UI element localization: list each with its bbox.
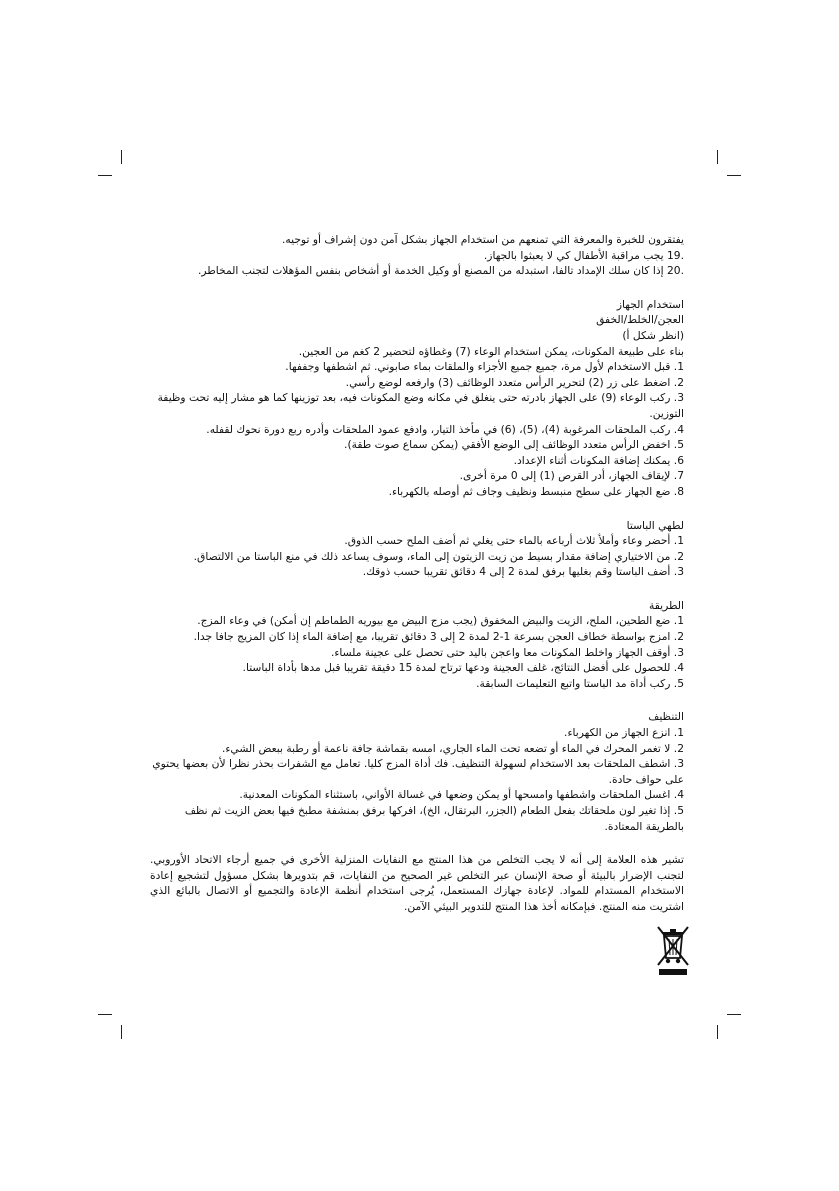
crop-mark <box>98 1014 112 1015</box>
method-step: 2. امزج بواسطة خطاف العجن بسرعة 1-2 لمدة 2 إلى 3 دقائق تقريبا، مع إضافة الماء إذا كان المزيج جافا جدا. <box>193 630 684 644</box>
pasta-heading: لطهي الباستا <box>626 518 684 532</box>
method-step: 3. أوقف الجهاز واخلط المكونات معا واعجن باليد حتى تحصل على عجينة ملساء. <box>330 645 684 659</box>
disposal-notice: تشير هذه العلامة إلى أنه لا يجب التخلص من هذا المنتج مع النفايات المنزلية الأخرى في جميع أرجاء الاتحاد الأوروبي. لتجنب الإضرار بالبيئة أو صحة الإنسان عبر التخلص غير الصحيح من النفايات، قم بتدويرها بشكل مسؤول لتشجيع إعادة الاستخدام المستدام للمواد. لإعادة جهازك المستعمل، يُرجى استخدام أنظمة الإعادة والتجميع أو الاتصال بالبائع الذي اشتريت منه المنتج. فبإمكانه أخذ هذا المنتج للتدوير البيئي الآمن. <box>150 853 684 913</box>
usage-step: 1. قبل الاستخدام لأول مرة، جميع جميع الأجزاء والملقات بماء صابوني. ثم اشطفها وجففها. <box>285 360 684 374</box>
cleaning-step: 5. إذا تغير لون ملحقاتك بفعل الطعام (الجزر، البرتقال، الخ)، افركها برفق بمنشفة مطبخ فيها بعض الزيت ثم نظف بالطريقة المعتادة. <box>184 804 684 833</box>
usage-heading: استخدام الجهاز <box>616 297 684 311</box>
crop-mark <box>98 175 112 176</box>
pasta-step: 2. من الاختياري إضافة مقدار بسيط من زيت الزيتون إلى الماء، وسوف يساعد ذلك في منع الباستا من الالتصاق. <box>193 549 684 563</box>
crop-mark <box>717 1025 718 1039</box>
method-step: 5. ركب أداة مد الباستا واتبع التعليمات السابقة. <box>476 676 684 690</box>
usage-step: 6. يمكنك إضافة المكونات أثناء الإعداد. <box>513 453 684 467</box>
usage-step: 2. اضغط على زر (2) لتحرير الرأس متعدد الوظائف (3) وارفعه لوضع رأسي. <box>345 375 684 389</box>
usage-step: 5. اخفض الرأس متعدد الوظائف إلى الوضع الأفقي (يمكن سماع صوت طقة). <box>344 438 684 452</box>
pasta-step: 3. أضف الباستا وقم بغليها برفق لمدة 2 إلى 4 دقائق تقريبا حسب ذوقك. <box>362 565 684 579</box>
cleaning-step: 2. لا تغمر المحرك في الماء أو تضعه تحت الماء الجاري، امسه بقماشة جافة ناعمة أو رطبة ببعض الشيء. <box>221 741 684 755</box>
method-step: 4. للحصول على أفضل النتائج، غلف العجينة ودعها ترتاح لمدة 15 دقيقة تقريبا قبل مدها بأداة الباستا. <box>242 661 684 675</box>
usage-see-figure: (انظر شكل أ) <box>622 328 684 342</box>
intro-item-19: .19 يجب مراقبة الأطفال كي لا يعبثوا بالجهاز. <box>483 248 684 262</box>
usage-step: 7. لإيقاف الجهاز، أدر القرص (1) إلى 0 مرة أخرى. <box>459 469 684 483</box>
intro-line: يفتقرون للخبرة والمعرفة التي تمنعهم من استخدام الجهاز بشكل آمن دون إشراف أو توجيه. <box>281 233 684 246</box>
usage-step: 8. ضع الجهاز على سطح منبسط ونظيف وجاف ثم أوصله بالكهرباء. <box>388 484 684 498</box>
crop-mark <box>121 1025 122 1039</box>
crop-mark <box>727 1014 741 1015</box>
cleaning-step: 3. اشطف الملحقات بعد الاستخدام لسهولة التنظيف. فك أداة المزج كليا. تعامل مع الشفرات بحذر نظرا لأن بعضها يحتوي على حواف حادة. <box>152 757 684 786</box>
method-heading: الطريقة <box>648 598 684 612</box>
usage-step: 3. ركب الوعاء (9) على الجهاز بادرته حتى ينغلق في مكانه وضع المكونات فيه، بعد توزينها كما هو مشار إليه تحت وظيفة التوزين. <box>157 391 684 420</box>
method-step: 1. ضع الطحين، الملح، الزيت والبيض المخفوق (يجب مزج البيض مع بيوريه الطماطم إن أمكن) في وعاء المزج. <box>197 614 684 628</box>
crop-mark <box>727 175 741 176</box>
weee-crossed-bin-icon <box>655 924 691 976</box>
intro-item-20: .20 إذا كان سلك الإمداد تالفا، استبدله من المصنع أو وكيل الخدمة أو أشخاص بنفس المؤهلات لتجنب المخاطر. <box>197 264 684 278</box>
crop-mark <box>121 150 122 164</box>
cleaning-step: 4. اغسل الملحقات واشطفها وامسحها أو يمكن وضعها في غسالة الأواني، باستثناء المكونات المعدنية. <box>239 788 684 802</box>
usage-intro: بناء على طبيعة المكونات، يمكن استخدام الوعاء (7) وغطاؤه لتحضير 2 كغم من العجين. <box>298 344 684 358</box>
cleaning-step: 1. انزع الجهاز من الكهرباء. <box>564 726 684 740</box>
pasta-step: 1. أحضر وعاء وأملأ ثلاث أرباعه بالماء حتى يغلي ثم أضف الملح حسب الذوق. <box>344 534 684 548</box>
usage-subheading: العجن/الخلط/الخفق <box>596 313 684 327</box>
cleaning-heading: التنظيف <box>648 710 684 724</box>
crop-mark <box>717 150 718 164</box>
manual-page-content <box>150 232 684 915</box>
usage-step: 4. ركب الملحقات المرغوبة (4)، (5)، (6) في مأخذ التيار، وادفع عمود الملحقات وأدره ربع دورة نحوك لقفله. <box>206 422 684 436</box>
